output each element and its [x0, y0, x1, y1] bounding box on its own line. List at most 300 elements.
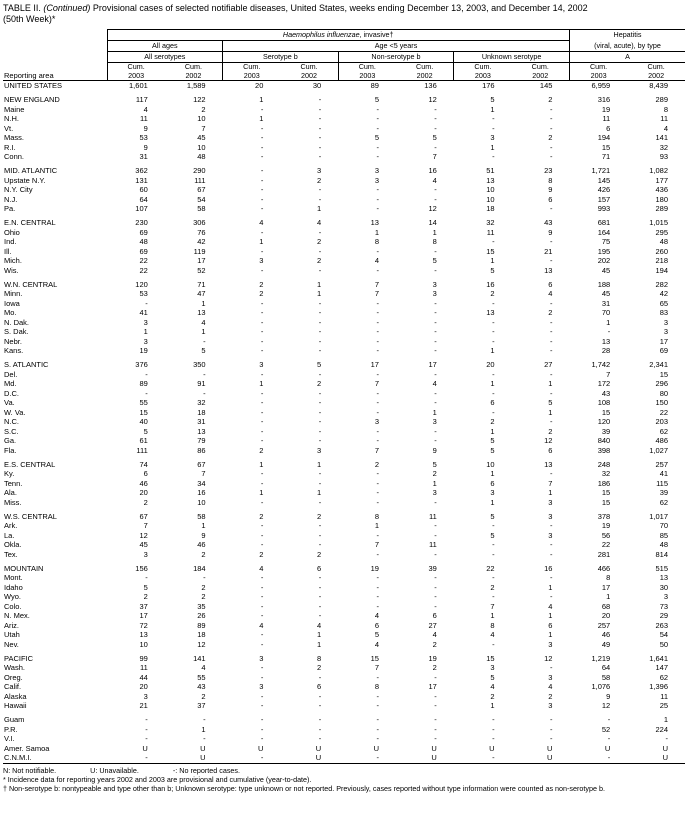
reporting-area-cell: C.N.M.I.	[3, 753, 107, 763]
value-cell: -	[569, 753, 627, 763]
value-cell: -	[549, 573, 553, 582]
value-cell: 814	[655, 549, 669, 559]
value-cell: 1	[259, 379, 264, 388]
reporting-area-cell: N.Y. City	[4, 185, 33, 194]
value-cell: 2	[548, 691, 553, 701]
value-cell: -	[492, 573, 495, 582]
value-cell: 12	[601, 701, 611, 710]
value-cell: 2	[259, 511, 264, 521]
footnote-asterisk: * Incidence data for reporting years 2002 and 2003 are provisional and cumulative (year-to-date).	[3, 774, 312, 784]
value-cell: -	[260, 469, 264, 478]
legend-no-cases: -: No reported cases.	[172, 765, 241, 775]
value-cell: 147	[655, 663, 669, 672]
value-cell: 4	[548, 601, 553, 611]
value-cell: 4	[490, 682, 495, 691]
value-cell: -	[454, 753, 512, 763]
value-cell: 47	[197, 289, 206, 298]
value-cell: 840	[597, 436, 611, 445]
table-row	[3, 228, 685, 238]
value-cell: 12	[544, 436, 553, 445]
value-cell: -	[260, 540, 264, 549]
table-row	[3, 654, 685, 664]
value-cell: -	[376, 336, 379, 346]
value-cell: -	[318, 152, 322, 161]
value-cell: 3	[548, 511, 553, 521]
value-cell: 1	[201, 327, 206, 336]
value-cell: 8	[663, 104, 669, 114]
table-title-line2: (50th Week)*	[3, 14, 56, 24]
value-cell: -	[376, 530, 379, 540]
value-cell: 3	[548, 497, 553, 507]
value-cell: 71	[601, 152, 611, 161]
reporting-area-cell: Colo.	[4, 601, 22, 611]
value-cell: -	[318, 691, 322, 701]
value-cell: -	[260, 497, 264, 507]
table-row	[3, 81, 685, 91]
value-cell: 31	[601, 298, 611, 308]
reporting-area-cell: E.S. CENTRAL	[4, 459, 56, 469]
value-cell: -	[145, 734, 148, 743]
table-row	[3, 673, 685, 683]
value-cell: 398	[597, 445, 611, 455]
value-cell: 145	[539, 81, 553, 90]
value-cell: 46	[197, 540, 206, 549]
value-cell: 3	[490, 663, 495, 672]
value-cell: 2	[432, 639, 437, 649]
value-cell: 28	[601, 346, 611, 355]
value-cell: 1	[317, 289, 322, 298]
value-cell: 86	[197, 445, 206, 455]
value-cell: -	[549, 724, 553, 734]
value-cell: -	[434, 521, 437, 530]
value-cell: 69	[659, 346, 669, 355]
value-cell: 1	[548, 407, 553, 417]
value-cell: 120	[597, 417, 611, 426]
value-cell: 1	[259, 237, 264, 246]
value-cell: 17	[428, 682, 437, 691]
table-row	[3, 682, 685, 692]
table-row	[3, 280, 685, 290]
value-cell: 4	[432, 175, 437, 185]
value-cell: 27	[428, 620, 437, 630]
value-cell: 1	[548, 488, 553, 497]
value-cell: 4	[490, 630, 495, 639]
value-cell: 1,027	[649, 445, 669, 455]
value-cell: -	[434, 298, 437, 308]
value-cell: 41	[139, 308, 148, 317]
value-cell: 141	[655, 133, 669, 142]
value-cell: -	[376, 436, 379, 445]
value-cell: -	[318, 701, 322, 710]
value-cell: 1	[490, 142, 495, 152]
value-cell: -	[318, 497, 322, 507]
value-cell: 8,439	[649, 81, 669, 90]
value-cell: 2	[317, 663, 322, 672]
value-cell: -	[549, 142, 553, 152]
reporting-area-cell: W.N. CENTRAL	[4, 279, 58, 289]
value-cell: 316	[597, 95, 611, 104]
value-cell: 4	[374, 256, 379, 265]
value-cell: -	[260, 478, 264, 488]
value-cell: -	[376, 123, 379, 133]
value-cell: 89	[139, 379, 148, 388]
value-cell: U	[200, 743, 206, 753]
value-cell: 52	[601, 724, 611, 734]
value-cell: 230	[135, 218, 148, 227]
value-cell: -	[318, 582, 322, 592]
value-cell: 4	[548, 682, 553, 691]
value-cell: 1	[432, 407, 437, 417]
value-cell: 3	[548, 701, 553, 710]
value-cell: 2	[201, 582, 206, 592]
reporting-area-cell: Minn.	[4, 289, 23, 298]
table-row	[3, 266, 685, 276]
value-cell: -	[260, 166, 264, 175]
value-cell: 5	[432, 133, 437, 142]
value-cell: 16	[428, 166, 437, 175]
value-cell: 188	[597, 279, 611, 289]
value-cell: -	[318, 336, 322, 346]
value-cell: 6	[490, 478, 495, 488]
value-cell: 11	[140, 663, 148, 672]
value-cell: 48	[139, 237, 148, 246]
value-cell: 40	[139, 417, 148, 426]
value-cell: 1	[259, 459, 264, 469]
value-cell: -	[549, 152, 553, 161]
value-cell: 7	[201, 123, 206, 133]
serotype-b-header: Serotype b	[223, 52, 339, 63]
value-cell: -	[434, 497, 437, 507]
value-cell: -	[260, 521, 264, 530]
reporting-area-cell: Ariz.	[4, 620, 19, 630]
table-row	[3, 611, 685, 621]
value-cell: -	[376, 246, 379, 256]
table-row	[3, 360, 685, 370]
value-cell: 5	[201, 346, 206, 355]
value-cell: -	[260, 246, 264, 256]
value-cell: 1	[201, 724, 206, 734]
legend-not-notifiable: N: Not notifiable.	[3, 765, 57, 775]
value-cell: 2	[259, 445, 264, 455]
value-cell: -	[434, 104, 437, 114]
value-cell: 3	[143, 549, 148, 559]
value-cell: 3	[490, 133, 495, 142]
reporting-area-cell: Nev.	[4, 639, 19, 649]
hepatitis-group-header: Hepatitis	[569, 30, 685, 41]
table-row	[3, 550, 685, 560]
value-cell: -	[492, 734, 495, 743]
table-row	[3, 460, 685, 470]
value-cell: -	[260, 663, 264, 672]
value-cell: 1	[317, 459, 322, 469]
value-cell: 49	[601, 639, 611, 649]
value-cell: 22	[659, 407, 669, 417]
value-cell: -	[318, 95, 322, 104]
value-cell: 6	[548, 279, 553, 289]
reporting-area-cell: Calif.	[4, 682, 22, 691]
value-cell: -	[318, 298, 322, 308]
value-cell: -	[492, 317, 495, 327]
value-cell: 83	[659, 308, 669, 317]
value-cell: 350	[193, 360, 206, 369]
value-cell: 20	[255, 81, 264, 90]
value-cell: 1	[606, 317, 611, 327]
value-cell: 67	[197, 459, 206, 469]
value-cell: -	[260, 185, 264, 194]
table-row	[3, 436, 685, 446]
table-title-rest: Provisional cases of selected notifiable diseases, United States, weeks ending December 13, 2003, and December 14, 2002	[92, 3, 588, 13]
value-cell: 3	[374, 417, 379, 426]
value-cell: 1	[317, 204, 322, 213]
value-cell: 1	[490, 104, 495, 114]
value-cell: 10	[197, 142, 206, 152]
value-cell: 9	[432, 445, 437, 455]
value-cell: -	[376, 398, 379, 407]
table-row	[3, 218, 685, 228]
value-cell: -	[492, 152, 495, 161]
value-cell: 10	[486, 459, 495, 469]
value-cell: 21	[139, 701, 148, 710]
table-row	[3, 408, 685, 418]
value-cell: -	[434, 336, 437, 346]
value-cell: 93	[659, 152, 669, 161]
table-row	[3, 583, 685, 593]
table-row	[3, 573, 685, 583]
value-cell: 69	[139, 246, 148, 256]
value-cell: 12	[139, 530, 148, 540]
value-cell: 362	[135, 166, 148, 175]
hflu-group-header	[107, 30, 569, 41]
value-cell: 9	[606, 691, 611, 701]
table-row	[3, 640, 685, 650]
value-cell: 89	[370, 81, 379, 90]
value-cell: -	[434, 724, 437, 734]
reporting-area-cell: NEW ENGLAND	[4, 95, 60, 104]
table-row	[3, 237, 685, 247]
value-cell: -	[318, 398, 322, 407]
value-cell: -	[260, 639, 264, 649]
value-cell: -	[376, 592, 379, 601]
value-cell: 296	[655, 379, 669, 388]
value-cell: 10	[139, 639, 148, 649]
value-cell: -	[318, 540, 322, 549]
value-cell: 20	[139, 488, 148, 497]
value-cell: -	[376, 327, 379, 336]
value-cell: 515	[655, 563, 669, 573]
value-cell: 3	[432, 488, 437, 497]
value-cell: 260	[655, 246, 669, 256]
value-cell: 11	[660, 114, 669, 123]
value-cell: U	[257, 743, 264, 753]
value-cell: -	[318, 724, 322, 734]
value-cell: 19	[139, 346, 148, 355]
reporting-area-cell: Okla.	[4, 540, 22, 549]
value-cell: -	[260, 611, 264, 620]
value-cell: 11	[486, 227, 495, 237]
value-cell: 39	[601, 426, 611, 436]
value-cell: 80	[659, 388, 669, 398]
value-cell: 248	[597, 459, 611, 469]
value-cell: 1	[548, 611, 553, 620]
value-cell: -	[549, 734, 553, 743]
value-cell: -	[376, 346, 379, 355]
value-cell: -	[492, 298, 495, 308]
value-cell: 2	[259, 279, 264, 289]
reporting-area-cell: N.H.	[4, 114, 19, 123]
value-cell: -	[376, 265, 379, 275]
value-cell: -	[492, 639, 495, 649]
value-cell: 2	[374, 459, 379, 469]
hflu-group-suffix: , invasive†	[359, 30, 394, 39]
value-cell: -	[260, 715, 264, 724]
value-cell: -	[145, 573, 148, 582]
value-cell: -	[434, 265, 437, 275]
value-cell: -	[434, 549, 437, 559]
reporting-area-cell: PACIFIC	[4, 653, 34, 663]
value-cell: 4	[317, 218, 322, 227]
value-cell: 56	[601, 530, 611, 540]
value-cell: U	[604, 743, 611, 753]
value-cell: -	[203, 336, 206, 346]
value-cell: -	[318, 133, 322, 142]
value-cell: -	[607, 327, 611, 336]
value-cell: 62	[659, 426, 669, 436]
value-cell: 12	[428, 204, 437, 213]
value-cell: 11	[602, 114, 611, 123]
value-cell: 1	[548, 379, 553, 388]
reporting-area-cell: Amer. Samoa	[4, 743, 50, 753]
value-cell: 4	[201, 317, 206, 327]
value-cell: -	[260, 152, 264, 161]
table-row	[3, 469, 685, 479]
value-cell: 108	[597, 398, 611, 407]
value-cell: 39	[659, 488, 669, 497]
value-cell: 1	[259, 488, 264, 497]
value-cell: 2	[259, 289, 264, 298]
value-cell: -	[549, 327, 553, 336]
value-cell: 42	[659, 289, 669, 298]
value-cell: -	[549, 540, 553, 549]
value-cell: 2	[143, 592, 148, 601]
table-row	[3, 318, 685, 328]
value-cell: -	[434, 327, 437, 336]
value-cell: 18	[197, 407, 206, 417]
table-row	[3, 521, 685, 531]
value-cell: -	[549, 237, 553, 246]
value-cell: 257	[597, 620, 611, 630]
value-cell: 3	[490, 488, 495, 497]
value-cell: 9	[548, 227, 553, 237]
value-cell: -	[434, 123, 437, 133]
table-body	[3, 81, 685, 764]
value-cell: 1	[490, 701, 495, 710]
value-cell: -	[376, 573, 379, 582]
header-spacer-cell	[3, 41, 107, 52]
value-cell: 1,017	[649, 511, 669, 521]
value-cell: 44	[139, 672, 148, 682]
value-cell: -	[549, 549, 553, 559]
table-row	[3, 346, 685, 356]
value-cell: 65	[659, 298, 669, 308]
table-row	[3, 166, 685, 176]
value-cell: 7	[374, 663, 379, 672]
value-cell: 15	[601, 407, 611, 417]
value-cell: 2,341	[649, 360, 669, 369]
value-cell: -	[549, 114, 553, 123]
value-cell: -	[318, 308, 322, 317]
value-cell: 2	[548, 426, 553, 436]
value-cell: 289	[655, 95, 669, 104]
value-cell: 31	[139, 152, 148, 161]
value-cell: 177	[655, 175, 669, 185]
value-cell: 176	[482, 81, 495, 90]
value-cell: 2	[201, 592, 206, 601]
value-cell: 7	[143, 521, 148, 530]
value-cell: 5	[143, 426, 148, 436]
reporting-area-cell: N.C.	[4, 417, 19, 426]
value-cell: -	[260, 388, 264, 398]
value-cell: U	[165, 753, 223, 763]
value-cell: 1	[143, 327, 148, 336]
table-row	[3, 427, 685, 437]
table-row	[3, 185, 685, 195]
value-cell: -	[549, 592, 553, 601]
value-cell: 5	[317, 360, 322, 369]
value-cell: 8	[374, 237, 379, 246]
value-cell: 1	[548, 630, 553, 639]
value-cell: 3	[259, 653, 264, 663]
table-row	[3, 299, 685, 309]
value-cell: 1	[432, 227, 437, 237]
table-row	[3, 498, 685, 508]
value-cell: -	[318, 592, 322, 601]
value-cell: -	[318, 436, 322, 445]
value-cell: 3	[548, 530, 553, 540]
table-row	[3, 540, 685, 550]
value-cell: 15	[370, 653, 379, 663]
value-cell: 2	[201, 549, 206, 559]
value-cell: U	[431, 743, 437, 753]
value-cell: 9	[201, 530, 206, 540]
value-cell: -	[260, 426, 264, 436]
value-cell: 6	[317, 563, 322, 573]
value-cell: 5	[432, 256, 437, 265]
value-cell: 2	[317, 549, 322, 559]
value-cell: -	[434, 436, 437, 445]
value-cell: -	[318, 478, 322, 488]
value-cell: -	[492, 521, 495, 530]
value-cell: 15	[601, 142, 611, 152]
value-cell: 22	[139, 265, 148, 275]
value-cell: 1,641	[649, 653, 669, 663]
value-cell: 1	[606, 592, 611, 601]
reporting-area-cell: Mass.	[4, 133, 25, 142]
value-cell: 39	[428, 563, 437, 573]
reporting-area-cell: Wyo.	[4, 592, 22, 601]
value-cell: 17	[601, 582, 611, 592]
footnote-dagger: † Non-serotype b: nontypeable and type other than b; Unknown serotype: type unknown or not reported. Previously, cases reported without type information were counted as non-serotype b.	[3, 783, 605, 793]
value-cell: 257	[655, 459, 669, 469]
value-cell: -	[434, 388, 437, 398]
value-cell: -	[318, 469, 322, 478]
value-cell: 6	[548, 194, 553, 204]
value-cell: -	[434, 346, 437, 355]
value-cell: -	[434, 691, 437, 701]
value-cell: 3	[259, 360, 264, 369]
value-cell: 3	[259, 256, 264, 265]
table-row	[3, 133, 685, 143]
value-cell: -	[260, 175, 264, 185]
